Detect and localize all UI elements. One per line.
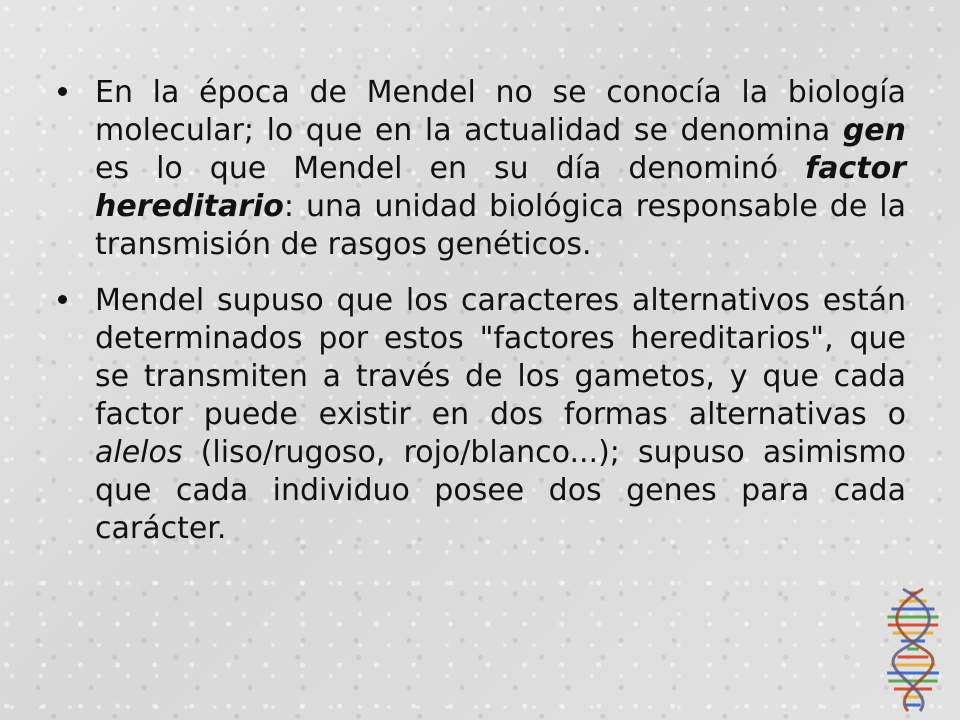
bullet-item-1: [58, 74, 906, 264]
text-segment: es lo que Mendel en su día denominó: [95, 151, 806, 186]
bullet-text-1: [95, 75, 906, 262]
bullet-item-2: [58, 282, 906, 548]
text-segment: En la época de Mendel no se conocía la biología molecular; lo que en la actualidad se denomina: [95, 75, 906, 148]
text-segment: : una unidad biológica responsable de la transmisión de rasgos genéticos.: [95, 189, 906, 262]
term-gen: gen: [842, 113, 906, 148]
text-segment: Mendel supuso que los caracteres alternativos están determinados por estos "factores hereditarios", que se transmiten a través de los gametos, y que cada factor puede existir en dos formas alternativas o: [95, 283, 906, 432]
bullet-dot-icon: [58, 87, 67, 96]
term-factor-hereditario: factor hereditario: [95, 151, 906, 224]
dna-helix-icon: [878, 585, 948, 715]
term-alelos: alelos: [95, 435, 183, 470]
text-segment: (liso/rugoso, rojo/blanco...); supuso asimismo que cada individuo posee dos genes para cada carácter.: [95, 435, 906, 546]
bullet-text-2: [95, 283, 906, 546]
slide-content: [58, 74, 906, 566]
bullet-dot-icon: [58, 295, 67, 304]
